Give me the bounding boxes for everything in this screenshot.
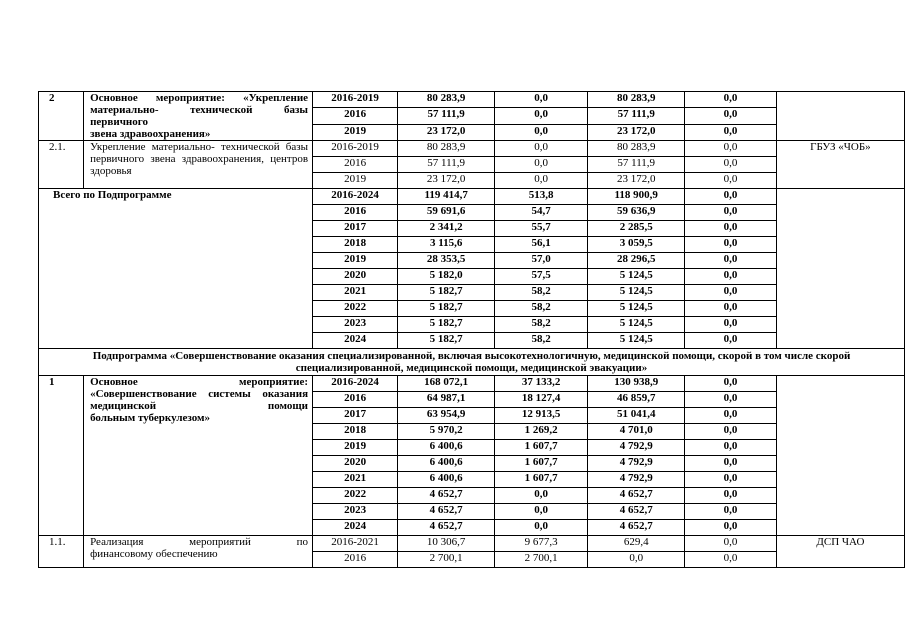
- activity-title-line: «Укрепление материально-: [90, 92, 309, 116]
- total-cell: 168 072,1: [398, 376, 495, 392]
- other-cell: 0,0: [685, 317, 777, 333]
- period-cell: 2017: [313, 221, 398, 237]
- total-cell: 10 306,7: [398, 536, 495, 552]
- period-cell: 2024: [313, 333, 398, 349]
- other-cell: 0,0: [685, 392, 777, 408]
- other-cell: 0,0: [685, 189, 777, 205]
- table-body: [39, 92, 905, 568]
- other-cell: 0,0: [685, 157, 777, 173]
- federal-cell: 54,7: [495, 205, 588, 221]
- period-cell: 2020: [313, 456, 398, 472]
- period-cell: 2024: [313, 520, 398, 536]
- total-cell: 5 182,0: [398, 269, 495, 285]
- period-cell: 2016: [313, 157, 398, 173]
- federal-cell: 2 700,1: [495, 552, 588, 568]
- period-cell: 2016-2024: [313, 376, 398, 392]
- period-cell: 2016-2019: [313, 92, 398, 108]
- table-row: [39, 189, 905, 205]
- regional-cell: 5 124,5: [588, 285, 685, 301]
- federal-cell: 0,0: [495, 124, 588, 140]
- total-cell: 4 652,7: [398, 520, 495, 536]
- period-cell: 2022: [313, 301, 398, 317]
- federal-cell: 0,0: [495, 92, 588, 108]
- total-cell: 57 111,9: [398, 108, 495, 124]
- regional-cell: 59 636,9: [588, 205, 685, 221]
- regional-cell: 57 111,9: [588, 157, 685, 173]
- total-cell: 5 182,7: [398, 317, 495, 333]
- other-cell: 0,0: [685, 141, 777, 157]
- regional-cell: 23 172,0: [588, 124, 685, 140]
- total-cell: 3 115,6: [398, 237, 495, 253]
- regional-cell: 2 285,5: [588, 221, 685, 237]
- total-cell: 64 987,1: [398, 392, 495, 408]
- other-cell: 0,0: [685, 205, 777, 221]
- table-row: [39, 536, 905, 552]
- activity-title-line: Укрепление материально-: [90, 141, 215, 153]
- responsible-executor: [776, 189, 904, 349]
- budget-table: [38, 91, 905, 568]
- federal-cell: 0,0: [495, 157, 588, 173]
- total-cell: 5 970,2: [398, 424, 495, 440]
- federal-cell: 37 133,2: [495, 376, 588, 392]
- period-cell: 2020: [313, 269, 398, 285]
- total-cell: 23 172,0: [398, 124, 495, 140]
- other-cell: 0,0: [685, 221, 777, 237]
- total-cell: 6 400,6: [398, 440, 495, 456]
- regional-cell: 130 938,9: [588, 376, 685, 392]
- regional-cell: 4 652,7: [588, 504, 685, 520]
- federal-cell: 9 677,3: [495, 536, 588, 552]
- regional-cell: 80 283,9: [588, 92, 685, 108]
- period-cell: 2021: [313, 285, 398, 301]
- table-row: [39, 349, 905, 376]
- regional-cell: 3 059,5: [588, 237, 685, 253]
- regional-cell: 4 792,9: [588, 472, 685, 488]
- total-cell: 6 400,6: [398, 456, 495, 472]
- other-cell: 0,0: [685, 440, 777, 456]
- other-cell: 0,0: [685, 536, 777, 552]
- total-cell: 63 954,9: [398, 408, 495, 424]
- item-number: 2.1.: [39, 141, 84, 189]
- regional-cell: 46 859,7: [588, 392, 685, 408]
- total-cell: 5 182,7: [398, 301, 495, 317]
- total-cell: 4 652,7: [398, 488, 495, 504]
- federal-cell: 58,2: [495, 301, 588, 317]
- other-cell: 0,0: [685, 285, 777, 301]
- other-cell: 0,0: [685, 333, 777, 349]
- total-cell: 2 341,2: [398, 221, 495, 237]
- responsible-executor: ДСП ЧАО: [776, 536, 904, 568]
- regional-cell: 5 124,5: [588, 317, 685, 333]
- subprogram-title: Подпрограмма «Совершенствование оказания специализированной, включая высокотехнологичную, медицинской помощи, скорой в том числе скорой специализированной, медицинской помощи, медицинской эвакуации»: [39, 349, 905, 376]
- period-cell: 2023: [313, 317, 398, 333]
- item-number: 1.1.: [39, 536, 84, 568]
- federal-cell: 0,0: [495, 108, 588, 124]
- period-cell: 2023: [313, 504, 398, 520]
- regional-cell: 5 124,5: [588, 269, 685, 285]
- activity-title-line: «Совершенствование системы: [90, 388, 251, 400]
- total-cell: 80 283,9: [398, 141, 495, 157]
- federal-cell: 1 607,7: [495, 456, 588, 472]
- period-cell: 2019: [313, 440, 398, 456]
- other-cell: 0,0: [685, 504, 777, 520]
- federal-cell: 0,0: [495, 488, 588, 504]
- total-cell: 59 691,6: [398, 205, 495, 221]
- federal-cell: 58,2: [495, 333, 588, 349]
- other-cell: 0,0: [685, 520, 777, 536]
- activity-title: [84, 536, 313, 568]
- other-cell: 0,0: [685, 424, 777, 440]
- period-cell: 2018: [313, 424, 398, 440]
- regional-cell: 629,4: [588, 536, 685, 552]
- activity-title: [84, 92, 313, 141]
- activity-title-line: технической базы первичного: [90, 104, 309, 128]
- other-cell: 0,0: [685, 456, 777, 472]
- regional-cell: 118 900,9: [588, 189, 685, 205]
- federal-cell: 1 607,7: [495, 472, 588, 488]
- table-row: [39, 141, 905, 157]
- period-cell: 2021: [313, 472, 398, 488]
- regional-cell: 4 701,0: [588, 424, 685, 440]
- federal-cell: 58,2: [495, 285, 588, 301]
- activity-title-line: технической базы первичного: [90, 141, 309, 165]
- other-cell: 0,0: [685, 376, 777, 392]
- total-cell: 28 353,5: [398, 253, 495, 269]
- regional-cell: 23 172,0: [588, 173, 685, 189]
- responsible-executor: ГБУЗ «ЧОБ»: [776, 141, 904, 189]
- other-cell: 0,0: [685, 488, 777, 504]
- other-cell: 0,0: [685, 92, 777, 108]
- period-cell: 2019: [313, 253, 398, 269]
- regional-cell: 5 124,5: [588, 301, 685, 317]
- other-cell: 0,0: [685, 124, 777, 140]
- regional-cell: 57 111,9: [588, 108, 685, 124]
- regional-cell: 51 041,4: [588, 408, 685, 424]
- federal-cell: 0,0: [495, 173, 588, 189]
- responsible-executor: [776, 376, 904, 536]
- table-row: [39, 92, 905, 108]
- other-cell: 0,0: [685, 472, 777, 488]
- responsible-executor: [776, 92, 904, 141]
- activity-title-line: Основное мероприятие:: [90, 92, 225, 104]
- period-cell: 2016-2019: [313, 141, 398, 157]
- total-cell: 57 111,9: [398, 157, 495, 173]
- other-cell: 0,0: [685, 408, 777, 424]
- total-cell: 2 700,1: [398, 552, 495, 568]
- period-cell: 2016: [313, 108, 398, 124]
- regional-cell: 4 652,7: [588, 488, 685, 504]
- activity-title-line: финансовому обеспечению: [90, 548, 218, 560]
- federal-cell: 0,0: [495, 520, 588, 536]
- federal-cell: 12 913,5: [495, 408, 588, 424]
- regional-cell: 28 296,5: [588, 253, 685, 269]
- table-row: [39, 376, 905, 392]
- total-label: Всего по Подпрограмме: [39, 189, 313, 349]
- activity-title-line: оказания медицинской помощи: [90, 388, 309, 412]
- other-cell: 0,0: [685, 253, 777, 269]
- period-cell: 2019: [313, 124, 398, 140]
- period-cell: 2022: [313, 488, 398, 504]
- other-cell: 0,0: [685, 552, 777, 568]
- regional-cell: 4 792,9: [588, 440, 685, 456]
- federal-cell: 0,0: [495, 504, 588, 520]
- regional-cell: 4 652,7: [588, 520, 685, 536]
- activity-title: [84, 376, 313, 536]
- federal-cell: 57,5: [495, 269, 588, 285]
- federal-cell: 1 269,2: [495, 424, 588, 440]
- total-cell: 6 400,6: [398, 472, 495, 488]
- item-number: 2: [39, 92, 84, 141]
- total-cell: 119 414,7: [398, 189, 495, 205]
- total-cell: 4 652,7: [398, 504, 495, 520]
- period-cell: 2016-2021: [313, 536, 398, 552]
- period-cell: 2017: [313, 408, 398, 424]
- activity-title: [84, 141, 313, 189]
- activity-title-line: звена здравоохранения»: [90, 128, 211, 140]
- activity-title-line: здоровья: [90, 165, 132, 177]
- regional-cell: 5 124,5: [588, 333, 685, 349]
- period-cell: 2016: [313, 392, 398, 408]
- total-cell: 5 182,7: [398, 333, 495, 349]
- federal-cell: 1 607,7: [495, 440, 588, 456]
- other-cell: 0,0: [685, 173, 777, 189]
- federal-cell: 513,8: [495, 189, 588, 205]
- federal-cell: 55,7: [495, 221, 588, 237]
- regional-cell: 4 792,9: [588, 456, 685, 472]
- regional-cell: 80 283,9: [588, 141, 685, 157]
- total-cell: 23 172,0: [398, 173, 495, 189]
- period-cell: 2016: [313, 205, 398, 221]
- period-cell: 2019: [313, 173, 398, 189]
- activity-title-line: больным туберкулезом»: [90, 412, 211, 424]
- federal-cell: 56,1: [495, 237, 588, 253]
- period-cell: 2016-2024: [313, 189, 398, 205]
- total-cell: 80 283,9: [398, 92, 495, 108]
- regional-cell: 0,0: [588, 552, 685, 568]
- federal-cell: 0,0: [495, 141, 588, 157]
- period-cell: 2018: [313, 237, 398, 253]
- other-cell: 0,0: [685, 269, 777, 285]
- activity-title-line: Реализация мероприятий по: [90, 536, 309, 548]
- federal-cell: 58,2: [495, 317, 588, 333]
- other-cell: 0,0: [685, 108, 777, 124]
- activity-title-line: звена здравоохранения, центров: [150, 153, 309, 165]
- period-cell: 2016: [313, 552, 398, 568]
- other-cell: 0,0: [685, 301, 777, 317]
- activity-title-line: Основное мероприятие:: [90, 376, 309, 388]
- total-cell: 5 182,7: [398, 285, 495, 301]
- federal-cell: 18 127,4: [495, 392, 588, 408]
- item-number: 1: [39, 376, 84, 536]
- other-cell: 0,0: [685, 237, 777, 253]
- federal-cell: 57,0: [495, 253, 588, 269]
